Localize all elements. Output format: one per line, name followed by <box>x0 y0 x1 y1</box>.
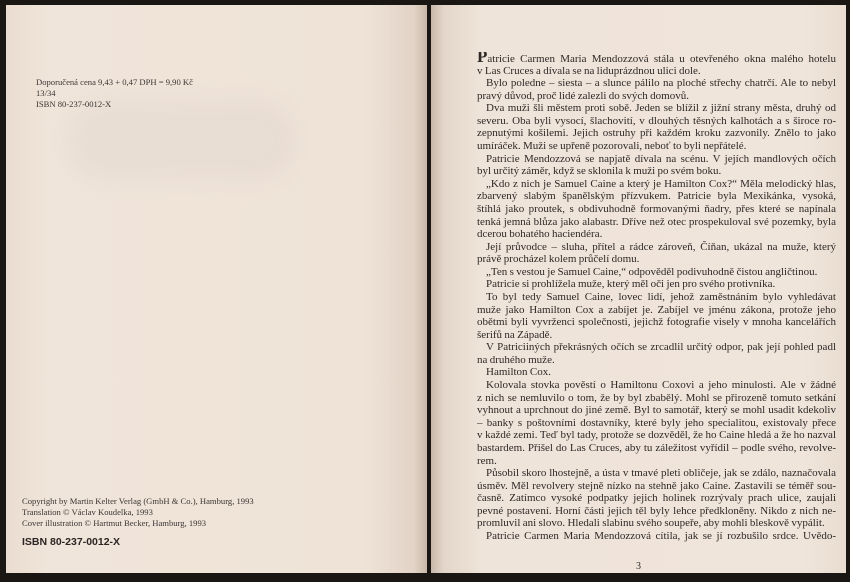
text-line <box>477 278 836 291</box>
text-line-content: v každé zemi. Teď byl tady, protože se dozvěděl, že ho Caine hledá a že ho nazval <box>477 429 836 442</box>
text-line-content: Hamilton Cox. <box>486 366 551 379</box>
left-page <box>6 5 427 573</box>
text-line-content: z nich se nemluvilo o tom, že by byl zbabělý. Mohl se přirozeně tomuto setkání <box>477 391 836 404</box>
text-line-content: tenká jemná blůza jako alabastr. Dříve než otec prospekuloval své pozemky, byla <box>477 215 836 228</box>
text-line <box>477 404 836 417</box>
body-text <box>477 52 836 543</box>
text-line <box>477 203 836 216</box>
text-line-content: Patricie Mendozzová se napjatě dívala na scénu. V jejích mandlových očích <box>486 152 836 165</box>
text-line <box>477 505 836 518</box>
text-line-content: umíráček. Muži se upřeně pozorovali, neboť to byli nepřátelé. <box>477 140 747 153</box>
text-line <box>477 517 836 530</box>
text-line <box>477 304 836 317</box>
text-line-content: šerifů na Západě. <box>477 328 553 341</box>
text-line-content: Patricie Carmen Maria Mendozzová cítila, jak se jí rozbušilo srdce. Uvědo- <box>486 529 836 542</box>
text-line-content: V Patriciiných překrásných očích se zrcadlil určitý odpor, pak její pohled padl <box>486 341 836 354</box>
text-line <box>477 140 836 153</box>
text-line <box>477 455 836 468</box>
text-line-content: štíhlá jako proutek, s obdivuhodně formovanými ňadry, přes které se napínala <box>477 202 836 215</box>
text-line <box>477 216 836 229</box>
price-imprint <box>36 77 193 110</box>
text-line <box>477 354 836 367</box>
text-line-content: zepnutými košilemi. Jejich ostruhy při každém kroku zazvonily. Znělo to jako <box>477 127 836 140</box>
text-line <box>477 52 836 65</box>
translation-line: Translation © Václav Koudelka, 1993 <box>22 507 153 517</box>
text-line-content: muže jako Hamilton Cox a zabíjet je. Zabíjel ve jménu zákona, protože jeho <box>477 303 836 316</box>
text-line <box>477 65 836 78</box>
text-line <box>477 429 836 442</box>
text-line-content: pevné postavení. Horní části jejich těl byly lehce předkloněny. Nikdo z nich ne- <box>477 504 836 517</box>
text-line <box>477 341 836 354</box>
text-line-content: „Ten s vestou je Samuel Caine,“ odpověděl podivuhodně čistou angličtinou. <box>486 265 818 278</box>
copyright-line: Copyright by Martin Kelter Verlag (GmbH & Co.), Hamburg, 1993 <box>22 496 254 506</box>
text-line <box>477 366 836 379</box>
text-line-content: Kolovala stovka pověstí o Hamiltonu Coxovi a jeho minulosti. Ale v žádné <box>486 379 836 392</box>
text-line-content: dcerou bohatého haciendéra. <box>477 228 603 241</box>
text-line-content: atricie Carmen Maria Mendozzová stála u otevřeného okna malého hotelu <box>487 53 836 65</box>
text-line <box>477 316 836 329</box>
text-line <box>477 127 836 140</box>
text-line-content: Její průvodce – sluha, přítel a rádce zároveň, Číňan, ukázal na muže, který <box>486 240 836 253</box>
text-line <box>477 480 836 493</box>
text-line <box>477 266 836 279</box>
text-line-content: „Kdo z nich je Samuel Caine a který je Hamilton Cox?“ Měla melodický hlas, <box>486 177 836 190</box>
right-page <box>431 5 846 573</box>
page-number: 3 <box>636 561 641 572</box>
text-line <box>477 379 836 392</box>
text-line <box>477 165 836 178</box>
text-line-content: promluvil ani slovo. Hledali slabinu svého soupeře, aby mohli bleskově vypálit. <box>477 517 825 530</box>
text-line <box>477 90 836 103</box>
text-line <box>477 417 836 430</box>
text-line-content: bastardem. Přišel do Las Cruces, aby tu záležitost vyřídil – podle svého, revolve- <box>477 441 836 454</box>
drop-cap: P <box>477 52 488 65</box>
text-line-content: Působil skoro lhostejně, a ústa v tmavé pleti obličeje, jak se zdálo, naznačovala <box>486 467 836 480</box>
price-line: Doporučená cena 9,43 + 0,47 DPH = 9,90 Kč <box>36 77 193 87</box>
cover-show-through <box>66 100 296 180</box>
text-line-content: časně. Zatímco vysoké podpatky jejich holinek rozrývaly prach ulice, zaujali <box>477 492 836 505</box>
text-line-content: – banky s poštovními dostavníky, které byly jeho specialitou, existovaly přece <box>477 416 836 429</box>
text-line <box>477 329 836 342</box>
text-line <box>477 530 836 543</box>
text-line-content: severu. Oba byli vysocí, šlachovití, v dlouhých těsných kalhotách a s široce ro- <box>477 114 836 127</box>
text-line <box>477 392 836 405</box>
text-line <box>477 467 836 480</box>
text-line <box>477 253 836 266</box>
text-line <box>477 228 836 241</box>
isbn-bold: ISBN 80-237-0012-X <box>22 536 121 548</box>
text-line <box>477 291 836 304</box>
text-line <box>477 102 836 115</box>
text-line <box>477 77 836 90</box>
text-line-content: Patricie si prohlížela muže, který měl oči jen pro svého protivníka. <box>486 278 776 291</box>
text-line-content: na druhého muže. <box>477 353 555 366</box>
text-line <box>477 178 836 191</box>
text-line-content: obětmi byli vyvrženci společnosti, jejichž fotografie visely v mnoha kancelářích <box>477 316 836 329</box>
text-line <box>477 190 836 203</box>
isbn-line: ISBN 80-237-0012-X <box>36 99 112 109</box>
text-line-content: Dva muži šli městem proti sobě. Jeden se blížil z jižní strany města, druhý od <box>486 102 836 115</box>
text-line-content: zbarvený slabým španělským přízvukem. Patricie byla Mexikánka, vysoká, <box>477 190 836 203</box>
text-line-content: To byl tedy Samuel Caine, lovec lidí, jehož zaměstnáním bylo vyhledávat <box>486 290 836 303</box>
text-line-content: v Las Cruces a dívala se na liduprázdnou ulici dole. <box>477 64 701 77</box>
text-line-content: právě procházel kolem průčelí domu. <box>477 253 640 266</box>
cover-illustration-line: Cover illustration © Hartmut Becker, Hamburg, 1993 <box>22 518 207 528</box>
text-line <box>477 241 836 254</box>
text-line-content: úsměv. Měl revolvery stejně nízko na stehně jako Caine. Zastavili se téměř sou- <box>477 479 836 492</box>
text-line <box>477 492 836 505</box>
copyright-credits <box>22 496 254 529</box>
text-line <box>477 442 836 455</box>
code-line: 13/34 <box>36 88 56 98</box>
text-line <box>477 115 836 128</box>
text-line-content: pravý důvod, proč lidé zalezli do svých domovů. <box>477 89 689 102</box>
text-line <box>477 153 836 166</box>
text-line-content: Bylo poledne – siesta – a slunce pálilo na ploché střechy chatrčí. Ale to nebyl <box>486 77 836 90</box>
text-line-content: rem. <box>477 454 497 467</box>
text-line-content: vyhnout a uprchnout do jiné země. Byl to samotář, který se mohl usadit kdekoliv <box>477 404 836 417</box>
text-line-content: byl určitý záměr, když se sklonila k muži po svém boku. <box>477 165 722 178</box>
